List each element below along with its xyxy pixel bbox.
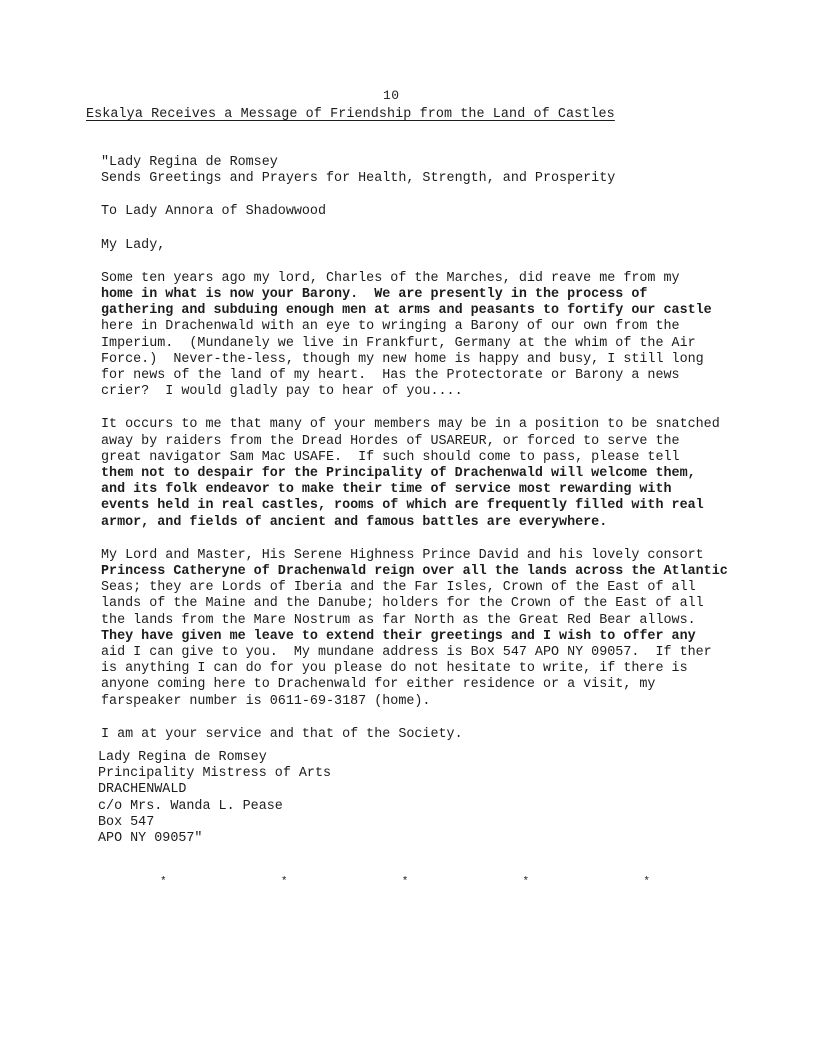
text-line: here in Drachenwald with an eye to wringing a Barony of our own from the (101, 319, 680, 335)
asterisk-ornament: * (522, 876, 530, 888)
text-line: home in what is now your Barony. We are presently in the process of (101, 287, 648, 303)
text-line: the lands from the Mare Nostrum as far North as the Great Red Bear allows. (101, 612, 696, 628)
signature-line: c/o Mrs. Wanda L. Pease (98, 798, 283, 814)
headline: Eskalya Receives a Message of Friendship from the Land of Castles (86, 107, 615, 122)
text-line: Some ten years ago my lord, Charles of the Marches, did reave me from my (101, 270, 680, 286)
text-line: them not to despair for the Principality of Drachenwald will welcome them, (101, 466, 696, 482)
asterisk-ornament: * (401, 876, 409, 888)
text-line: Seas; they are Lords of Iberia and the Far Isles, Crown of the East of all (101, 580, 696, 596)
paragraph (101, 417, 741, 530)
recipient-line: To Lady Annora of Shadowwood (101, 204, 326, 220)
text-line: It occurs to me that many of your members may be in a position to be snatched (101, 417, 720, 433)
text-line: Princess Catheryne of Drachenwald reign over all the lands across the Atlantic (101, 564, 728, 580)
text-line: gathering and subduing enough men at arms and peasants to fortify our castle (101, 303, 712, 319)
signature-line: DRACHENWALD (98, 782, 187, 798)
text-line: and its folk endeavor to make their time of service most rewarding with (101, 482, 672, 498)
paragraph (101, 271, 741, 401)
text-line: lands of the Maine and the Danube; holders for the Crown of the East of all (101, 596, 704, 612)
text-line: farspeaker number is 0611-69-3187 (home). (101, 693, 431, 709)
text-line: for news of the land of my heart. Has the Protectorate or Barony a news (101, 368, 680, 384)
asterisk-ornament: * (643, 876, 650, 888)
sender-line: "Lady Regina de Romsey (101, 155, 278, 170)
text-line: Force.) Never-the-less, though my new home is happy and busy, I still long (101, 351, 704, 367)
text-line: is anything I can do for you please do not hesitate to write, if there is (101, 661, 688, 677)
ornament-row (160, 876, 650, 888)
signature-line: Lady Regina de Romsey (98, 750, 267, 765)
text-line: great navigator Sam Mac USAFE. If such should come to pass, please tell (101, 449, 680, 465)
signature-line: Principality Mistress of Arts (98, 766, 332, 782)
closing-line: I am at your service and that of the Society. (101, 726, 463, 742)
text-line: My Lord and Master, His Serene Highness Prince David and his lovely consort (101, 547, 704, 563)
text-line: anyone coming here to Drachenwald for either residence or a visit, my (101, 677, 656, 693)
text-line: armor, and fields of ancient and famous battles are everywhere. (101, 514, 608, 530)
text-line: away by raiders from the Dread Hordes of USAREUR, or forced to serve the (101, 433, 680, 449)
address-line: My Lady, (101, 237, 166, 253)
text-line: aid I can give to you. My mundane address is Box 547 APO NY 09057. If ther (101, 645, 712, 661)
text-line: They have given me leave to extend their greetings and I wish to offer any (101, 628, 696, 644)
signature-block (98, 750, 331, 847)
greeting-line: Sends Greetings and Prayers for Health, Strength, and Prosperity (101, 171, 616, 187)
text-line: Imperium. (Mundanely we live in Frankfurt, Germany at the whim of the Air (101, 335, 696, 351)
text-line: crier? I would gladly pay to hear of you.... (101, 384, 463, 400)
asterisk-ornament: * (160, 876, 167, 888)
paragraph (101, 548, 741, 710)
letter-body (101, 155, 741, 743)
page-number: 10 (383, 88, 400, 103)
signature-line: Box 547 (98, 814, 155, 830)
asterisk-ornament: * (280, 876, 288, 888)
signature-line: APO NY 09057" (98, 831, 203, 847)
text-line: events held in real castles, rooms of which are frequently filled with real (101, 498, 704, 514)
